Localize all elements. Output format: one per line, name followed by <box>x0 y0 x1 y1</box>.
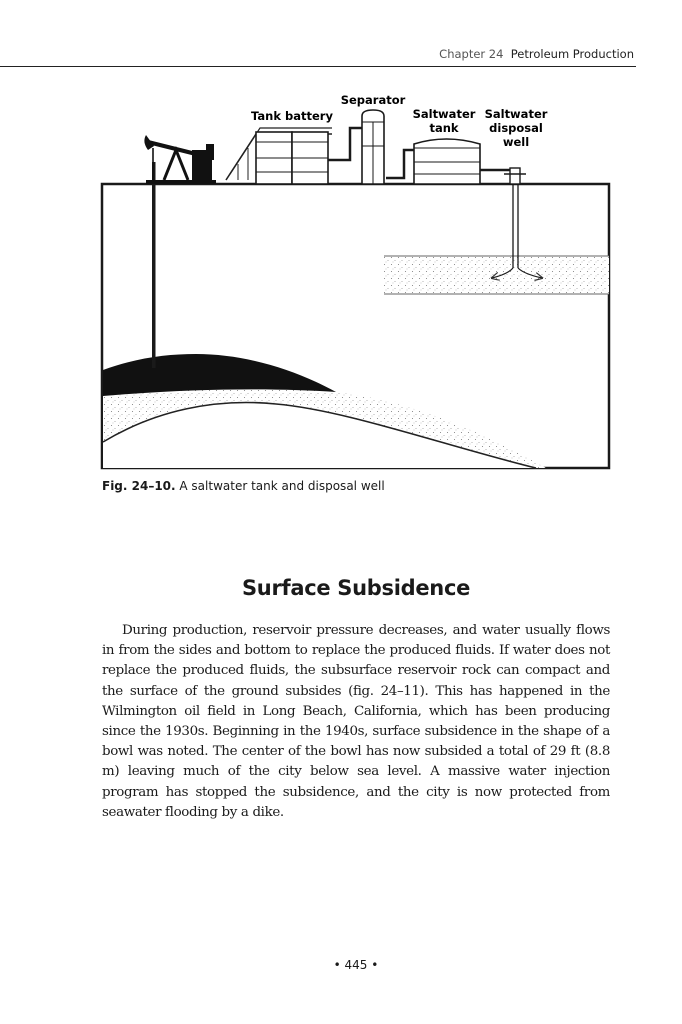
oil-well-bore <box>152 162 156 368</box>
caption-number: Fig. 24–10. <box>102 479 176 493</box>
disposal-sand-layer <box>384 256 609 294</box>
label-separator: Separator <box>340 93 406 107</box>
label-disposal-1: Saltwater <box>484 107 548 121</box>
label-saltwater-tank-2: tank <box>429 121 459 135</box>
running-head <box>439 47 634 61</box>
pipe-to-separator <box>328 128 362 160</box>
body-paragraph: During production, reservoir pressure decreases, and water usually flows in from the sides and bottom to replace the produced fluids. If water does not replace the produced fluids, the subsurface reservoir rock can compact and the surface of the ground subsides (fig. 24–11). This has happened in the Wilmington oil field in Long Beach, California, which has been producing since the 1930s. Beginning in the 1940s, surface subsidence in the shape of a bowl was noted. The center of the bowl has now subsided a total of 29 ft (8.8 m) leaving much of the city below sea level. A massive water injection program has stopped the subsidence, and the city is now protected from seawater flooding by a dike. <box>102 623 610 820</box>
figure-caption <box>102 479 622 493</box>
tank-battery <box>256 132 328 184</box>
saltwater-tank <box>414 139 480 184</box>
label-disposal-3: well <box>502 135 530 149</box>
section-heading: Surface Subsidence <box>241 576 471 600</box>
figure-illustration <box>96 88 616 474</box>
separator-vessel <box>362 110 384 184</box>
figure-saltwater-disposal <box>96 88 616 474</box>
chapter-title: Petroleum Production <box>510 47 634 61</box>
label-saltwater-tank-1: Saltwater <box>412 107 476 121</box>
pipe-to-disposal-well <box>480 170 514 184</box>
label-tank-battery: Tank battery <box>251 109 333 123</box>
chapter-label: Chapter 24 <box>439 47 504 61</box>
page-number: • 445 • <box>333 958 379 972</box>
caption-text: A saltwater tank and disposal well <box>175 479 385 493</box>
header-rule <box>0 66 636 67</box>
pipe-to-saltwater-tank <box>386 150 414 178</box>
label-disposal-2: disposal <box>489 121 543 135</box>
